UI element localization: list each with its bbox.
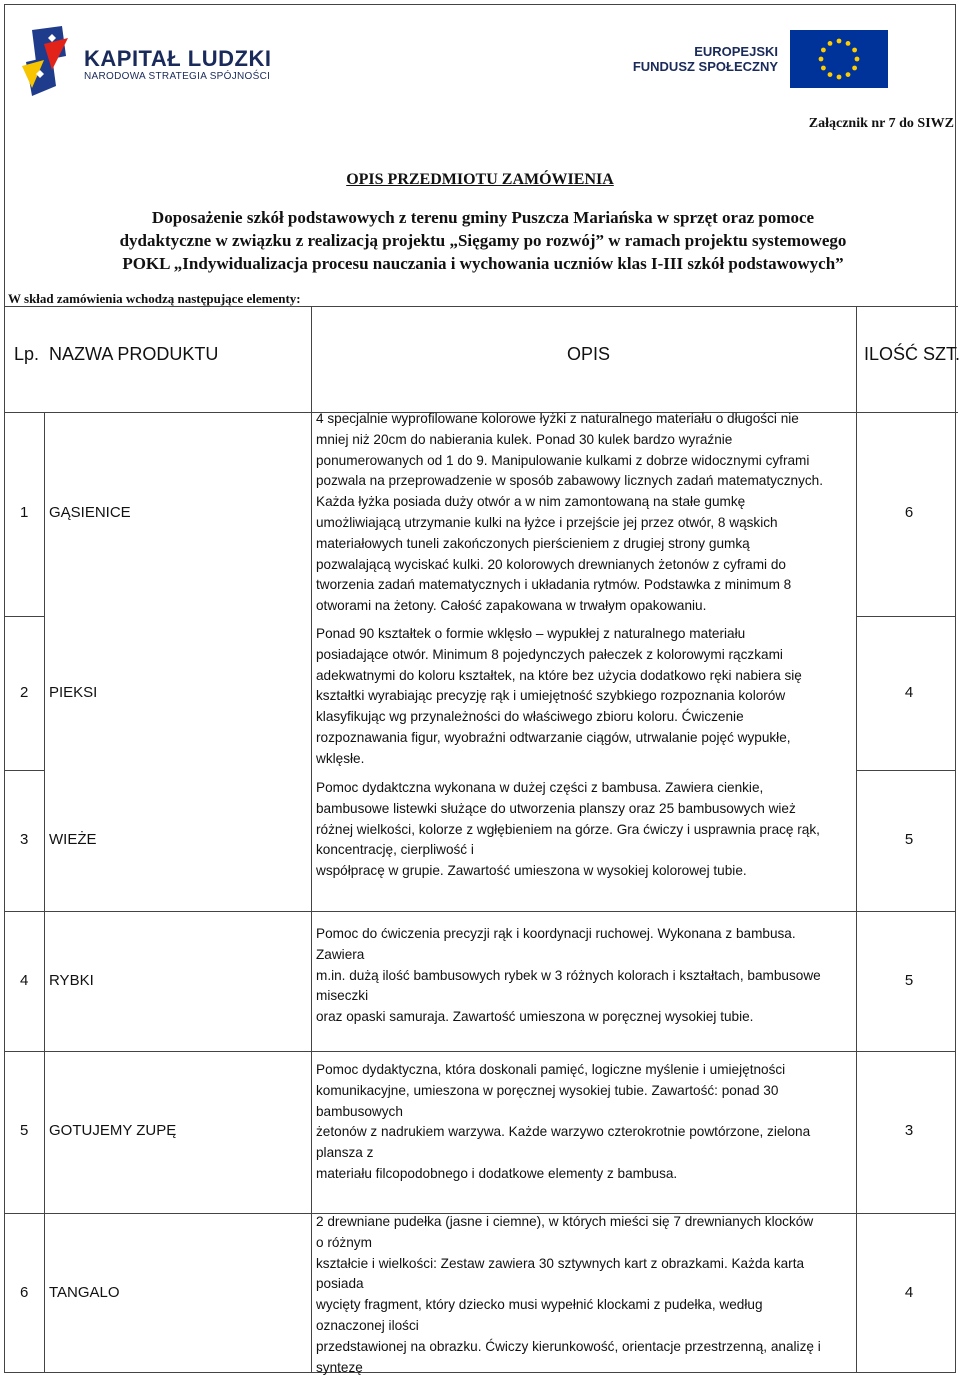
description-line: Pomoc dydaktyczna, która doskonali pamięć, logiczne myślenie i umiejętności bbox=[316, 1062, 786, 1077]
description-line: kształcie i wielkości: Zestaw zawiera 30 sztywnych kart z obrazkami. Każda karta bbox=[316, 1255, 805, 1271]
description-line: o różnym bbox=[316, 1234, 372, 1250]
description-line: przedstawionej na obrazku. Ćwiczy kierunkowość, orientacje przestrzenną, analizę i bbox=[316, 1338, 821, 1354]
description-line: wycięty fragment, który dziecko musi wypełnić klockami z pudełka, według bbox=[316, 1297, 763, 1313]
description-line: oraz opaski samuraja. Zawartość umieszona w poręcznej wysokiej tubie. bbox=[316, 1009, 754, 1025]
description-line: Ponad 90 kształtek o formie wklęsło – wypukłej z naturalnego materiału bbox=[316, 626, 746, 641]
description-line: otworami na żetony. Całość zapakowana w trwałym opakowaniu. bbox=[316, 598, 707, 614]
product-description bbox=[316, 924, 860, 1028]
description-line: Zawiera bbox=[316, 946, 365, 962]
description-line: posiadające otwór. Minimum 8 pojedynczych pałeczek z kolorowymi rączkami bbox=[316, 646, 783, 662]
description-line: oznaczonej ilości bbox=[316, 1317, 419, 1333]
product-quantity: 5 bbox=[904, 831, 914, 848]
product-description bbox=[316, 778, 860, 882]
description-line: 2 drewniane pudełka (jasne i ciemne), w których mieści się 7 drewnianych klocków bbox=[316, 1214, 814, 1229]
row-number: 2 bbox=[20, 684, 29, 701]
product-name: TANGALO bbox=[49, 1284, 120, 1301]
product-quantity: 4 bbox=[904, 1284, 914, 1301]
eu-flag-icon bbox=[790, 30, 888, 88]
row-number: 1 bbox=[20, 504, 29, 521]
description-line: m.in. dużą ilość bambusowych rybek w 3 różnych kolorach i kształtach, bambusowe bbox=[316, 967, 821, 983]
table-row bbox=[4, 1213, 958, 1373]
product-quantity: 6 bbox=[904, 504, 914, 521]
description-line: umożliwiającą utrzymanie kulki na łyżce i przejście jej przez otwór, 8 wąskich bbox=[316, 514, 778, 530]
description-line: klasyfikując wg przynależności do właściwego zbioru koloru. Ćwiczenie bbox=[316, 709, 744, 725]
subtitle-line: dydaktyczne w związku z realizacją projektu „Sięgamy po rozwój” w ramach projektu systemowego bbox=[119, 231, 847, 250]
document-title: OPIS PRZEDMIOTU ZAMÓWIENIA bbox=[346, 171, 614, 188]
product-quantity: 3 bbox=[904, 1122, 914, 1139]
description-line: mniej niż 20cm do nabierania kulek. Ponad 30 kulek bardzo wyraźnie bbox=[316, 431, 733, 447]
description-line: kształtki wyrabiając precyzję rąk i umiejętność szybkiego rozpoznania kolorów bbox=[316, 688, 786, 704]
table-row bbox=[4, 1051, 958, 1213]
table-row bbox=[4, 616, 958, 770]
subtitle-line: Doposażenie szkół podstawowych z terenu gminy Puszcza Mariańska w sprzęt oraz pomoce bbox=[151, 208, 815, 227]
product-quantity: 4 bbox=[904, 684, 914, 701]
product-description bbox=[316, 1060, 860, 1185]
description-line: adekwatnymi do koloru kształtek, na które bez użycia dodatkowo ręki nabiera się bbox=[316, 667, 802, 683]
product-name: GOTUJEMY ZUPĘ bbox=[49, 1122, 177, 1139]
table-row bbox=[4, 770, 958, 911]
description-line: pozwala na przeprowadzenie w sposób zabawowy licznych zadań matematycznych. bbox=[316, 473, 824, 489]
table-top-border bbox=[4, 306, 958, 307]
description-line: bambusowych bbox=[316, 1103, 403, 1119]
column-header-lp: Lp. bbox=[14, 344, 40, 364]
product-name: PIEKSI bbox=[49, 684, 98, 701]
description-line: wklęsłe. bbox=[316, 750, 365, 766]
row-number: 4 bbox=[20, 972, 29, 989]
header-col-divider bbox=[311, 306, 312, 412]
description-line: syntezę bbox=[316, 1359, 363, 1375]
description-line: rozpoznawania figur, wyobraźni odtwarzanie ciągów, utrwalanie pojęć wypukłe, bbox=[316, 729, 791, 745]
description-line: bambusowe listewki służące do utworzenia planszy oraz 25 bambusowych wież bbox=[316, 800, 796, 816]
description-line: Pomoc do ćwiczenia precyzji rąk i koordynacji ruchowej. Wykonana z bambusa. bbox=[316, 926, 796, 941]
description-line: koncentrację, cierpliwość i bbox=[316, 842, 474, 858]
attachment-label: Załącznik nr 7 do SIWZ bbox=[808, 116, 954, 131]
product-quantity: 5 bbox=[904, 972, 914, 989]
row-number: 6 bbox=[20, 1284, 29, 1301]
description-line: różnej wielkości, kolorze z wgłębieniem na górze. Gra ćwiczy i usprawnia pracę rąk, bbox=[316, 821, 820, 837]
efs-logo bbox=[632, 28, 890, 90]
intro-text: W skład zamówienia wchodzą następujące elementy: bbox=[8, 291, 301, 306]
kapital-ludzki-logo-icon bbox=[22, 26, 78, 100]
description-line: pozwalającą wyciskać kulki. 20 kolorowych drewnianych żetonów z cyframi do bbox=[316, 556, 786, 572]
product-name: GĄSIENICE bbox=[49, 504, 131, 521]
efs-text bbox=[633, 44, 778, 74]
kapital-ludzki-title: KAPITAŁ LUDZKI bbox=[84, 46, 272, 71]
description-line: 4 specjalnie wyprofilowane kolorowe łyżki z naturalnego materiału o długości nie bbox=[316, 411, 799, 426]
subtitle-line: POKL „Indywidualizacja procesu nauczania i wychowania uczniów klas I-III szkół podstawowych” bbox=[122, 254, 844, 273]
product-name: WIEŻE bbox=[49, 831, 97, 848]
description-line: Pomoc dydaktczna wykonana w dużej części z bambusa. Zawiera cienkie, bbox=[316, 780, 764, 795]
description-line: współpracę w grupie. Zawartość umieszona w wysokiej kolorowej tubie. bbox=[316, 863, 747, 879]
product-description bbox=[316, 1212, 860, 1378]
row-number: 3 bbox=[20, 831, 29, 848]
table-row bbox=[4, 412, 958, 616]
efs-line1: EUROPEJSKI bbox=[694, 44, 778, 59]
description-line: komunikacyjne, umieszona w poręcznej wysokiej tubie. Zawartość: ponad 30 bbox=[316, 1082, 779, 1098]
kapital-ludzki-logo bbox=[22, 26, 272, 100]
description-line: tworzenia zadań matematycznych i układania rytmów. Podstawka z minimum 8 bbox=[316, 577, 792, 593]
column-header-name: NAZWA PRODUKTU bbox=[49, 344, 219, 364]
product-description bbox=[316, 624, 860, 770]
description-line: materiałowych tuneli zakończonych pierścieniem z drugiej strony gumką bbox=[316, 535, 750, 551]
description-line: Każda łyżka posiada duży otwór a w nim zamontowaną na stałe gumkę bbox=[316, 494, 746, 510]
column-header-qty: ILOŚĆ SZT. bbox=[864, 344, 960, 364]
document-subtitle bbox=[18, 206, 948, 275]
row-number: 5 bbox=[20, 1122, 29, 1139]
column-header-desc: OPIS bbox=[567, 344, 611, 364]
table-row bbox=[4, 911, 958, 1051]
description-line: miseczki bbox=[316, 988, 369, 1004]
kapital-ludzki-subtitle: NARODOWA STRATEGIA SPÓJNOŚCI bbox=[84, 71, 271, 82]
description-line: żetonów z nadrukiem warzywa. Każde warzywo czterokrotnie powtórzone, zielona bbox=[316, 1124, 811, 1140]
description-line: materiału filcopodobnego i dodatkowe elementy z bambusa. bbox=[316, 1165, 678, 1181]
header-col-divider bbox=[856, 306, 857, 412]
description-line: ponumerowanych od 1 do 9. Manipulowanie kulkami z dobrze widocznymi cyframi bbox=[316, 452, 810, 468]
description-line: plansza z bbox=[316, 1145, 374, 1161]
product-description bbox=[316, 409, 860, 617]
efs-line2: FUNDUSZ SPOŁECZNY bbox=[632, 59, 778, 74]
product-table bbox=[4, 306, 958, 1373]
product-name: RYBKI bbox=[49, 972, 94, 989]
description-line: posiada bbox=[316, 1276, 364, 1292]
